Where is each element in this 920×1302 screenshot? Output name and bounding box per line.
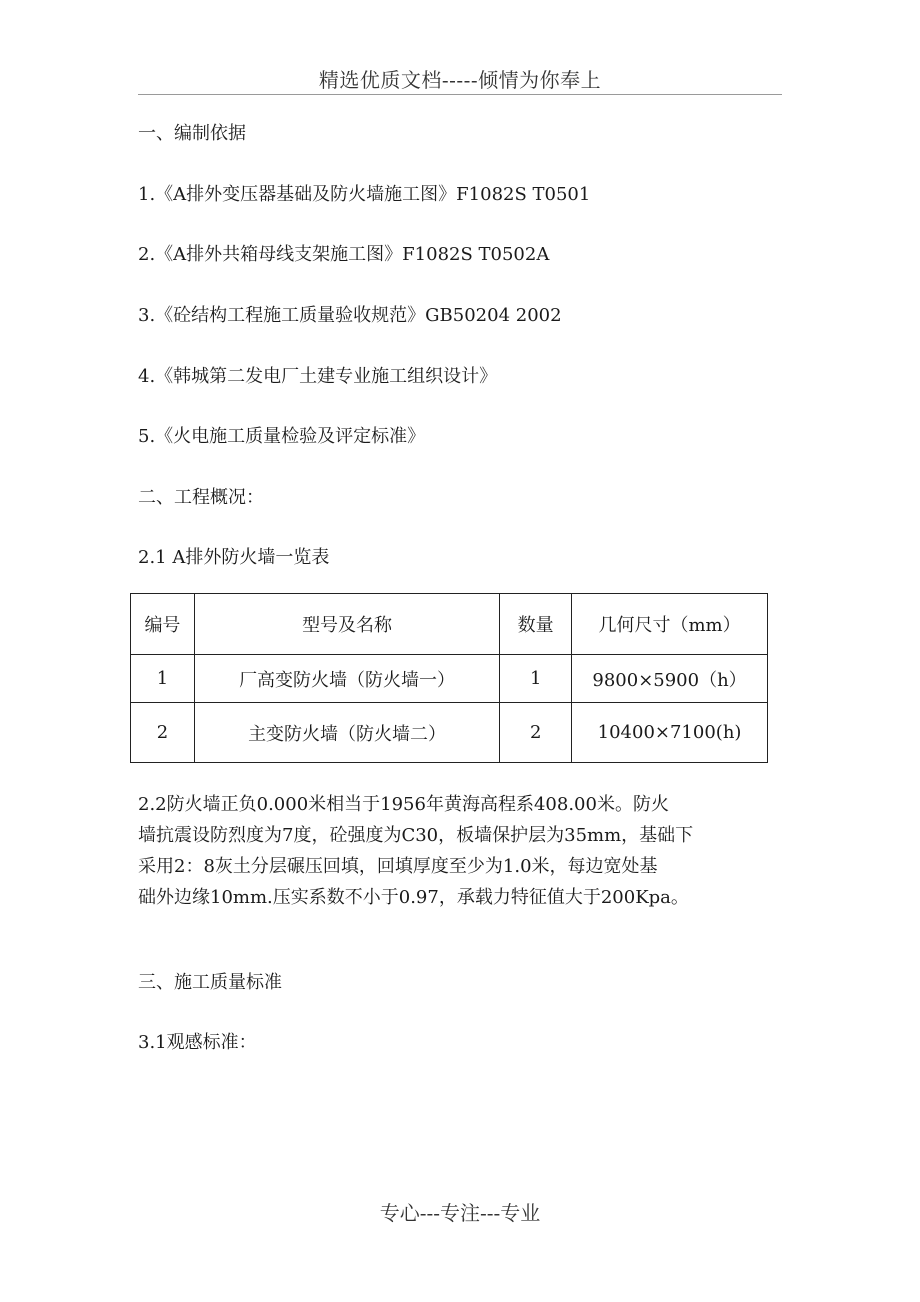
header-cell-dimensions: 几何尺寸（mm） [572,594,768,655]
cell-dimensions: 10400×7100(h) [572,703,768,763]
basis-item-3: 3.《砼结构工程施工质量验收规范》GB50204 2002 [138,305,562,326]
cell-number: 1 [131,655,195,703]
paragraph-line: 采用2：8灰土分层碾压回填，回填厚度至少为1.0米，每边宽处基 [138,856,658,877]
basis-item-1: 1.《A排外变压器基础及防火墙施工图》F1082S T0501 [138,184,591,205]
section-title-basis: 一、编制依据 [138,123,246,144]
basis-item-2: 2.《A排外共箱母线支架施工图》F1082S T0502A [138,244,550,265]
header-cell-quantity: 数量 [500,594,572,655]
page-header: 精选优质文档-----倾情为你奉上 [318,68,602,92]
subsection-title: 3.1观感标准： [138,1032,257,1053]
section-title-overview: 二、工程概况： [138,487,264,508]
header-cell-model-name: 型号及名称 [194,594,499,655]
cell-model-name: 厂高变防火墙（防火墙一） [194,655,499,703]
page-footer: 专心---专注---专业 [379,1201,541,1225]
paragraph-line: 础外边缘10mm.压实系数不小于0.97，承载力特征值大于200Kpa。 [138,887,689,908]
cell-quantity: 2 [500,703,572,763]
table-row [131,703,768,763]
section-title-quality: 三、施工质量标准 [138,972,282,993]
header-divider [138,94,782,95]
paragraph-line: 墙抗震设防烈度为7度，砼强度为C30，板墙保护层为35mm，基础下 [138,825,694,846]
cell-dimensions: 9800×5900（h） [572,655,768,703]
table-row [131,655,768,703]
firewall-table [130,593,768,763]
table-caption: 2.1 A排外防火墙一览表 [138,547,330,568]
overview-paragraph [138,789,778,913]
cell-quantity: 1 [500,655,572,703]
basis-item-5: 5.《火电施工质量检验及评定标准》 [138,426,426,447]
header-cell-number: 编号 [131,594,195,655]
basis-item-4: 4.《韩城第二发电厂土建专业施工组织设计》 [138,366,498,387]
paragraph-line: 2.2防火墙正负0.000米相当于1956年黄海高程系408.00米。防火 [138,794,669,815]
table-header-row [131,594,768,655]
cell-number: 2 [131,703,195,763]
cell-model-name: 主变防火墙（防火墙二） [194,703,499,763]
